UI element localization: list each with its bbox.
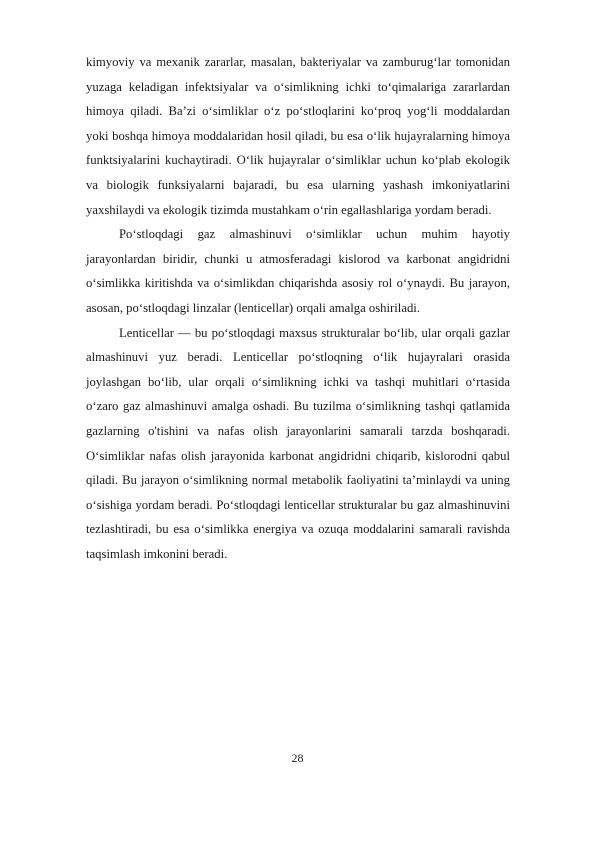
page-number: 28 — [291, 751, 304, 765]
paragraph-lenticels: Lenticellar — bu po‘stloqdagi maxsus strukturalar bo‘lib, ular orqali gazlar almashinuvi yuz beradi. Lenticellar po‘stloqning o‘lik hujayralari orasida joylashgan bo‘lib, ular orqali o‘simlikning ichki va tashqi muhitlari o‘rtasida o‘zaro gaz almashinuvi amalga oshadi. Bu tuzilma o‘simlikning tashqi qatlamida gazlarning o'tishini va nafas olish jarayonlarini samarali tarzda boshqaradi. O‘simliklar nafas olish jarayonida karbonat angidridni chiqarib, kislorodni qabul qiladi. Bu jarayon o‘simlikning normal metabolik faoliyatini ta’minlaydi va uning o‘sishiga yordam beradi. Po‘stloqdagi lenticellar strukturalar bu gaz almashinuvini tezlashtiradi, bu esa o‘simlikka energiya va ozuqa moddalarini samarali ravishda taqsimlash imkonini beradi. — [86, 325, 510, 561]
paragraph-gas-exchange: Po‘stloqdagi gaz almashinuvi o‘simliklar uchun muhim hayotiy jarayonlardan biridir, chunki u atmosferadagi kislorod va karbonat angidridni o‘simlikka kiritishda va o‘simlikdan chiqarishda asosiy rol o‘ynaydi. Bu jarayon, asosan, po‘stloqdagi linzalar (lenticellar) orqali amalga oshiriladi. — [86, 227, 510, 315]
paragraph-continuation: kimyoviy va mexanik zararlar, masalan, bakteriyalar va zamburug‘lar tomonidan yuzaga keladigan infektsiyalar va o‘simlikning ichki to‘qimalariga zararlardan himoya qiladi. Ba’zi o‘simliklar o‘z po‘stloqlarini ko‘proq yog‘li moddalardan yoki boshqa himoya moddalaridan hosil qiladi, bu esa o‘lik hujayralarning himoya funktsiyalarini kuchaytiradi. O‘lik hujayralar o‘simliklar uchun ko‘plab ekologik va biologik funksiyalarni bajaradi, bu esa ularning yashash imkoniyatlarini yaxshilaydi va ekologik tizimda mustahkam o‘rin egallashlariga yordam beradi. — [86, 55, 510, 217]
body-text — [86, 50, 510, 566]
